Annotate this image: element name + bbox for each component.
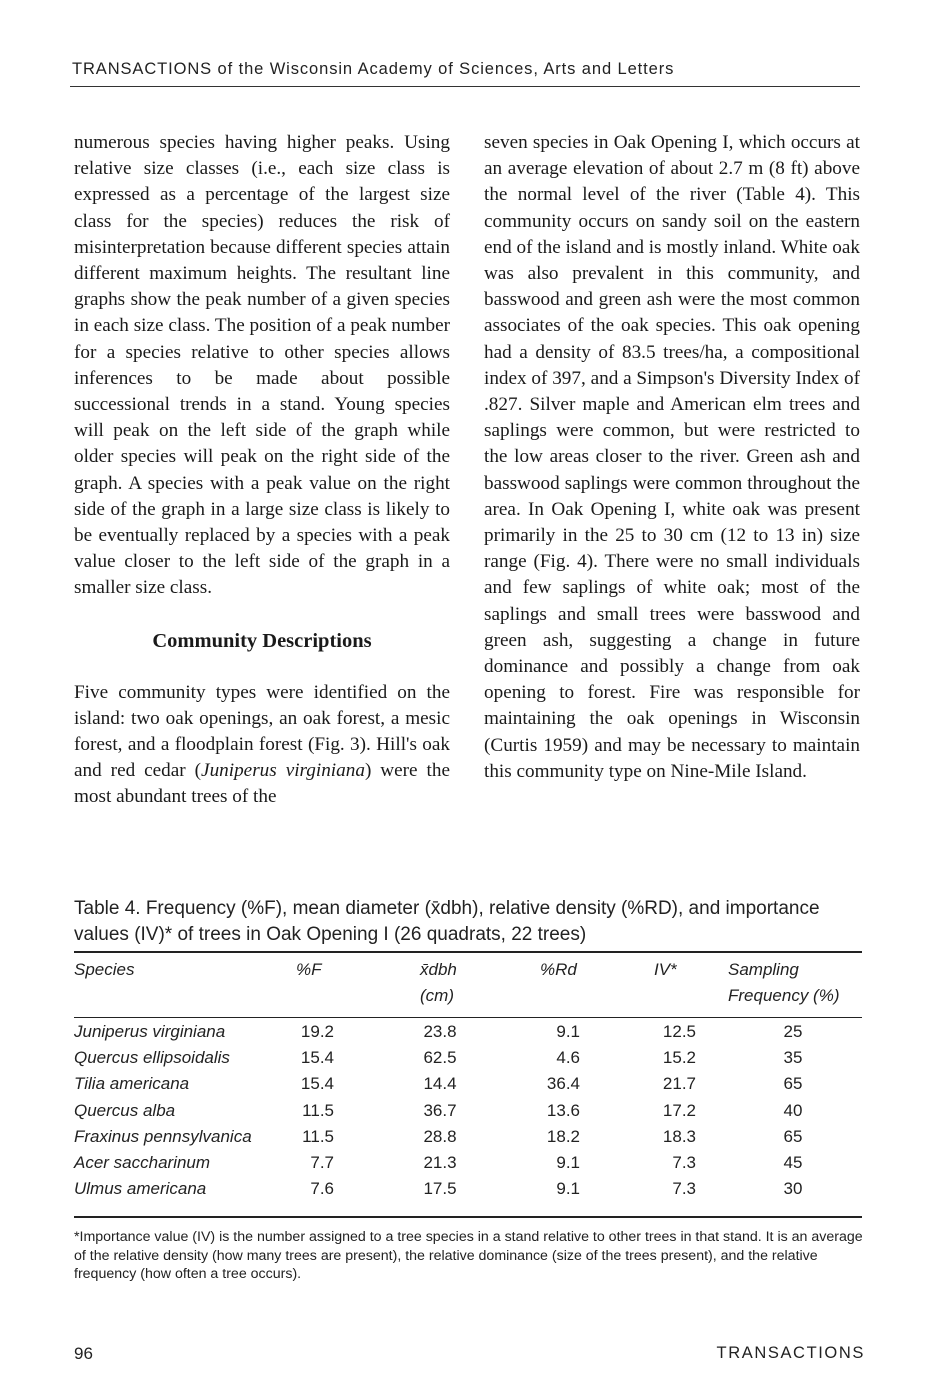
header-frequency: %F <box>296 960 322 979</box>
cell-sampling-frequency: 30 <box>783 1179 803 1199</box>
cell-sampling-frequency: 35 <box>783 1048 803 1068</box>
cell-frequency: 7.6 <box>310 1179 334 1199</box>
table-row <box>74 1153 862 1179</box>
cell-sampling-frequency: 65 <box>783 1074 803 1094</box>
cell-species: Ulmus americana <box>74 1179 207 1199</box>
cell-mean-dbh: 14.4 <box>423 1074 457 1094</box>
cell-relative-density: 4.6 <box>556 1048 580 1068</box>
cell-species: Juniperus virginiana <box>74 1022 226 1041</box>
data-table <box>74 960 862 1205</box>
cell-importance-value: 7.3 <box>672 1179 696 1199</box>
species-italic: Juniperus virginiana <box>201 760 365 782</box>
footer-journal-title: TRANSACTIONS <box>716 1344 865 1362</box>
page-number: 96 <box>74 1344 93 1363</box>
table-bottom-rule <box>74 1216 862 1218</box>
cell-mean-dbh: 23.8 <box>423 1022 457 1041</box>
header-rule <box>70 86 860 87</box>
cell-species: Acer saccharinum <box>74 1152 211 1172</box>
cell-frequency: 11.5 <box>302 1126 334 1146</box>
cell-species: Quercus alba <box>74 1100 176 1120</box>
cell-relative-density: 36.4 <box>546 1074 580 1094</box>
running-header: TRANSACTIONS of the Wisconsin Academy of Sciences, Arts and Letters <box>72 60 675 78</box>
cell-relative-density: 9.1 <box>556 1152 580 1172</box>
table-footnote: *Importance value (IV) is the number assigned to a tree species in a stand relative to other trees in that stand. It is an average of the relative density (how many trees are present), the relative dominance (size of the trees present), and the relative frequency (how often a tree occurs). <box>74 1229 863 1283</box>
cell-species: Quercus ellipsoidalis <box>74 1048 230 1068</box>
cell-relative-density: 9.1 <box>556 1022 580 1041</box>
table-body <box>74 1022 862 1205</box>
cell-importance-value: 18.3 <box>662 1126 696 1146</box>
table-row <box>74 1074 862 1100</box>
table-caption: Table 4. Frequency (%F), mean diameter (x̄dbh), relative density (%RD), and importance values (IV)* of trees in Oak Opening I (26 quadrats, 22 trees) <box>74 898 820 945</box>
header-sampling-frequency: Frequency (%) <box>728 986 840 1005</box>
cell-mean-dbh: 36.7 <box>423 1100 457 1120</box>
cell-frequency: 15.4 <box>300 1048 334 1068</box>
left-paragraph: numerous species having higher peaks. Using relative size classes (i.e., each size class is expressed as a percentage of the largest size class for the species) reduces the risk of misinterpretation because different species attain different maximum heights. The resultant line graphs show the peak number of a given species in each size class. The position of a peak number for a species relative to other species allows inferences to be made about possible successional trends in a stand. Young species will peak on the left side of the graph while older species will peak on the right side of the graph. A species with a peak value on the right side of the graph in a large size class is likely to be eventually replaced by a species with a peak value closer to the left side of the graph in a smaller size class. <box>74 132 450 599</box>
header-mean-dbh: x̄dbh <box>420 960 457 979</box>
cell-sampling-frequency: 40 <box>783 1100 803 1120</box>
cell-mean-dbh: 62.5 <box>423 1048 457 1068</box>
header-species: Species <box>74 960 135 979</box>
left-column <box>74 130 450 811</box>
cell-importance-value: 21.7 <box>662 1074 696 1094</box>
header-relative-density: %Rd <box>540 960 577 979</box>
section-intro-paragraph <box>74 680 450 811</box>
header-sampling: Sampling <box>728 960 799 979</box>
section-intro-text: Five community types were identified on the island: two oak openings, an oak forest, a mesic forest, and a floodplain forest (Fig. 3). Hill's oak and red cedar ( <box>74 681 450 782</box>
table-row <box>74 1101 862 1127</box>
cell-frequency: 19.2 <box>300 1022 334 1041</box>
cell-frequency: 7.7 <box>310 1152 334 1172</box>
table-row <box>74 1127 862 1153</box>
table-header-row-2 <box>74 986 862 1012</box>
cell-importance-value: 7.3 <box>672 1152 696 1172</box>
cell-relative-density: 13.6 <box>546 1100 580 1120</box>
cell-species: Tilia americana <box>74 1074 190 1094</box>
section-intro-end: ) were the most abundant trees of the <box>74 760 450 808</box>
cell-species: Fraxinus pennsylvanica <box>74 1126 252 1146</box>
table-top-rule <box>74 951 862 953</box>
cell-mean-dbh: 21.3 <box>423 1152 457 1172</box>
cell-frequency: 15.4 <box>300 1074 334 1094</box>
cell-mean-dbh: 28.8 <box>423 1126 457 1146</box>
cell-frequency: 11.5 <box>302 1100 334 1120</box>
table-row <box>74 1179 862 1205</box>
table-row <box>74 1022 862 1048</box>
cell-sampling-frequency: 25 <box>783 1022 803 1041</box>
cell-importance-value: 12.5 <box>662 1022 696 1041</box>
cell-sampling-frequency: 65 <box>783 1126 803 1146</box>
cell-importance-value: 15.2 <box>662 1048 696 1068</box>
header-dbh-unit: (cm) <box>420 986 454 1005</box>
header-divider-rule <box>74 1017 862 1018</box>
right-paragraph: seven species in Oak Opening I, which occurs at an average elevation of about 2.7 m (8 ft) above the normal level of the river (Table 4). This community occurs on sandy soil on the eastern end of the island and is mostly inland. White oak was also prevalent in this community, and basswood and green ash were the most common associates of the oak species. This oak opening had a density of 83.5 trees/ha, a compositional index of 397, and a Simpson's Diversity Index of .827. Silver maple and American elm trees and saplings were common, but were restricted to the low areas closer to the river. Green ash and basswood saplings were common throughout the area. In Oak Opening I, white oak was present primarily in the 25 to 30 cm (12 to 13 in) size range (Fig. 4). There were no small individuals and few saplings of white oak; most of the saplings and small trees were basswood and green ash, suggesting a change in future dominance and possibly a change from oak opening to forest. Fire was responsible for maintaining the oak openings in Wisconsin (Curtis 1959) and may be necessary to maintain this community type on Nine-Mile Island. <box>484 132 860 782</box>
cell-relative-density: 9.1 <box>556 1179 580 1199</box>
cell-importance-value: 17.2 <box>662 1100 696 1120</box>
cell-mean-dbh: 17.5 <box>423 1179 457 1199</box>
table-row <box>74 1048 862 1074</box>
table-header-row <box>74 960 862 986</box>
section-heading: Community Descriptions <box>152 629 372 652</box>
right-column <box>484 130 860 785</box>
cell-sampling-frequency: 45 <box>783 1152 803 1172</box>
cell-relative-density: 18.2 <box>546 1126 580 1146</box>
header-importance-value: IV* <box>654 960 677 979</box>
